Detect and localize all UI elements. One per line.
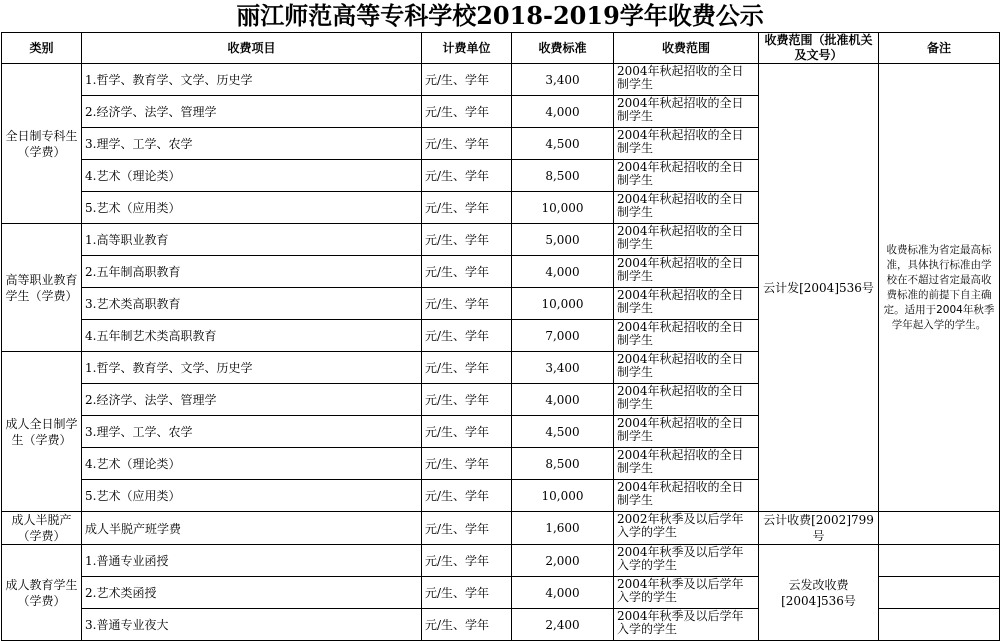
approval-cell-main: 云计发[2004]536号 xyxy=(759,64,879,512)
item-cell: 2.五年制高职教育 xyxy=(82,256,422,288)
category-cell: 全日制专科生（学费） xyxy=(2,64,82,224)
item-cell: 3.理学、工学、农学 xyxy=(82,128,422,160)
unit-cell: 元/生、学年 xyxy=(422,352,512,384)
scope-cell: 2004年秋季及以后学年入学的学生 xyxy=(614,577,759,609)
standard-cell: 2,400 xyxy=(512,609,614,641)
header-unit: 计费单位 xyxy=(422,33,512,64)
scope-cell: 2004年秋起招收的全日制学生 xyxy=(614,256,759,288)
standard-cell: 4,000 xyxy=(512,96,614,128)
standard-cell: 8,500 xyxy=(512,160,614,192)
approval-cell-adult-edu: 云发改收费[2004]536号 xyxy=(759,545,879,641)
unit-cell: 元/生、学年 xyxy=(422,224,512,256)
header-standard: 收费标准 xyxy=(512,33,614,64)
note-cell-empty xyxy=(879,609,1000,641)
item-cell: 3.艺术类高职教育 xyxy=(82,288,422,320)
item-cell: 2.经济学、法学、管理学 xyxy=(82,384,422,416)
standard-cell: 2,000 xyxy=(512,545,614,577)
item-cell: 4.艺术（理论类） xyxy=(82,448,422,480)
item-cell: 5.艺术（应用类） xyxy=(82,192,422,224)
item-cell: 1.高等职业教育 xyxy=(82,224,422,256)
item-cell: 1.普通专业函授 xyxy=(82,545,422,577)
standard-cell: 4,000 xyxy=(512,577,614,609)
standard-cell: 7,000 xyxy=(512,320,614,352)
item-cell: 1.哲学、教育学、文学、历史学 xyxy=(82,64,422,96)
unit-cell: 元/生、学年 xyxy=(422,64,512,96)
unit-cell: 元/生、学年 xyxy=(422,128,512,160)
page-title: 丽江师范高等专科学校2018-2019学年收费公示 xyxy=(236,1,764,30)
unit-cell: 元/生、学年 xyxy=(422,577,512,609)
standard-cell: 1,600 xyxy=(512,512,614,545)
standard-cell: 10,000 xyxy=(512,480,614,512)
note-cell-empty xyxy=(879,512,1000,545)
scope-cell: 2004年秋起招收的全日制学生 xyxy=(614,128,759,160)
standard-cell: 10,000 xyxy=(512,288,614,320)
header-category: 类别 xyxy=(2,33,82,64)
unit-cell: 元/生、学年 xyxy=(422,384,512,416)
scope-cell: 2004年秋起招收的全日制学生 xyxy=(614,416,759,448)
header-scope: 收费范围 xyxy=(614,33,759,64)
category-cell: 成人教育学生（学费） xyxy=(2,545,82,641)
standard-cell: 3,400 xyxy=(512,64,614,96)
standard-cell: 4,500 xyxy=(512,416,614,448)
scope-cell: 2004年秋起招收的全日制学生 xyxy=(614,480,759,512)
standard-cell: 5,000 xyxy=(512,224,614,256)
scope-cell: 2004年秋起招收的全日制学生 xyxy=(614,448,759,480)
header-item: 收费项目 xyxy=(82,33,422,64)
unit-cell: 元/生、学年 xyxy=(422,609,512,641)
unit-cell: 元/生、学年 xyxy=(422,160,512,192)
note-cell-empty xyxy=(879,545,1000,577)
note-cell: 收费标准为省定最高标准，具体执行标准由学 校在不超过省定最高收费标准的前提下自主确 定。适用于2004年秋季学年起入学的学生。 xyxy=(879,64,1000,512)
standard-cell: 10,000 xyxy=(512,192,614,224)
item-cell: 成人半脱产班学费 xyxy=(82,512,422,545)
standard-cell: 3,400 xyxy=(512,352,614,384)
item-cell: 5.艺术（应用类） xyxy=(82,480,422,512)
standard-cell: 4,500 xyxy=(512,128,614,160)
category-cell: 成人全日制学生（学费） xyxy=(2,352,82,512)
item-cell: 1.哲学、教育学、文学、历史学 xyxy=(82,352,422,384)
scope-cell: 2004年秋起招收的全日制学生 xyxy=(614,384,759,416)
item-cell: 3.普通专业夜大 xyxy=(82,609,422,641)
item-cell: 3.理学、工学、农学 xyxy=(82,416,422,448)
note-cell-empty xyxy=(879,577,1000,609)
item-cell: 2.艺术类函授 xyxy=(82,577,422,609)
scope-cell: 2004年秋季及以后学年入学的学生 xyxy=(614,545,759,577)
scope-cell: 2004年秋起招收的全日制学生 xyxy=(614,224,759,256)
scope-cell: 2004年秋起招收的全日制学生 xyxy=(614,320,759,352)
category-cell: 高等职业教育学生（学费） xyxy=(2,224,82,352)
scope-cell: 2004年秋起招收的全日制学生 xyxy=(614,192,759,224)
standard-cell: 4,000 xyxy=(512,256,614,288)
table-row xyxy=(2,64,1000,96)
unit-cell: 元/生、学年 xyxy=(422,480,512,512)
header-approval: 收费范围（批准机关及文号） xyxy=(759,33,879,64)
fee-table xyxy=(1,32,1000,641)
unit-cell: 元/生、学年 xyxy=(422,545,512,577)
standard-cell: 4,000 xyxy=(512,384,614,416)
approval-cell-half-time: 云计收费[2002]799号 xyxy=(759,512,879,545)
unit-cell: 元/生、学年 xyxy=(422,288,512,320)
unit-cell: 元/生、学年 xyxy=(422,416,512,448)
table-row xyxy=(2,545,1000,577)
scope-cell: 2004年秋季及以后学年入学的学生 xyxy=(614,609,759,641)
scope-cell: 2004年秋起招收的全日制学生 xyxy=(614,160,759,192)
scope-cell: 2002年秋季及以后学年入学的学生 xyxy=(614,512,759,545)
scope-cell: 2004年秋起招收的全日制学生 xyxy=(614,96,759,128)
item-cell: 2.经济学、法学、管理学 xyxy=(82,96,422,128)
scope-cell: 2004年秋起招收的全日制学生 xyxy=(614,64,759,96)
unit-cell: 元/生、学年 xyxy=(422,256,512,288)
scope-cell: 2004年秋起招收的全日制学生 xyxy=(614,352,759,384)
table-row xyxy=(2,512,1000,545)
unit-cell: 元/生、学年 xyxy=(422,448,512,480)
unit-cell: 元/生、学年 xyxy=(422,96,512,128)
unit-cell: 元/生、学年 xyxy=(422,192,512,224)
standard-cell: 8,500 xyxy=(512,448,614,480)
header-note: 备注 xyxy=(879,33,1000,64)
item-cell: 4.艺术（理论类） xyxy=(82,160,422,192)
unit-cell: 元/生、学年 xyxy=(422,320,512,352)
category-cell: 成人半脱产（学费） xyxy=(2,512,82,545)
unit-cell: 元/生、学年 xyxy=(422,512,512,545)
scope-cell: 2004年秋起招收的全日制学生 xyxy=(614,288,759,320)
item-cell: 4.五年制艺术类高职教育 xyxy=(82,320,422,352)
